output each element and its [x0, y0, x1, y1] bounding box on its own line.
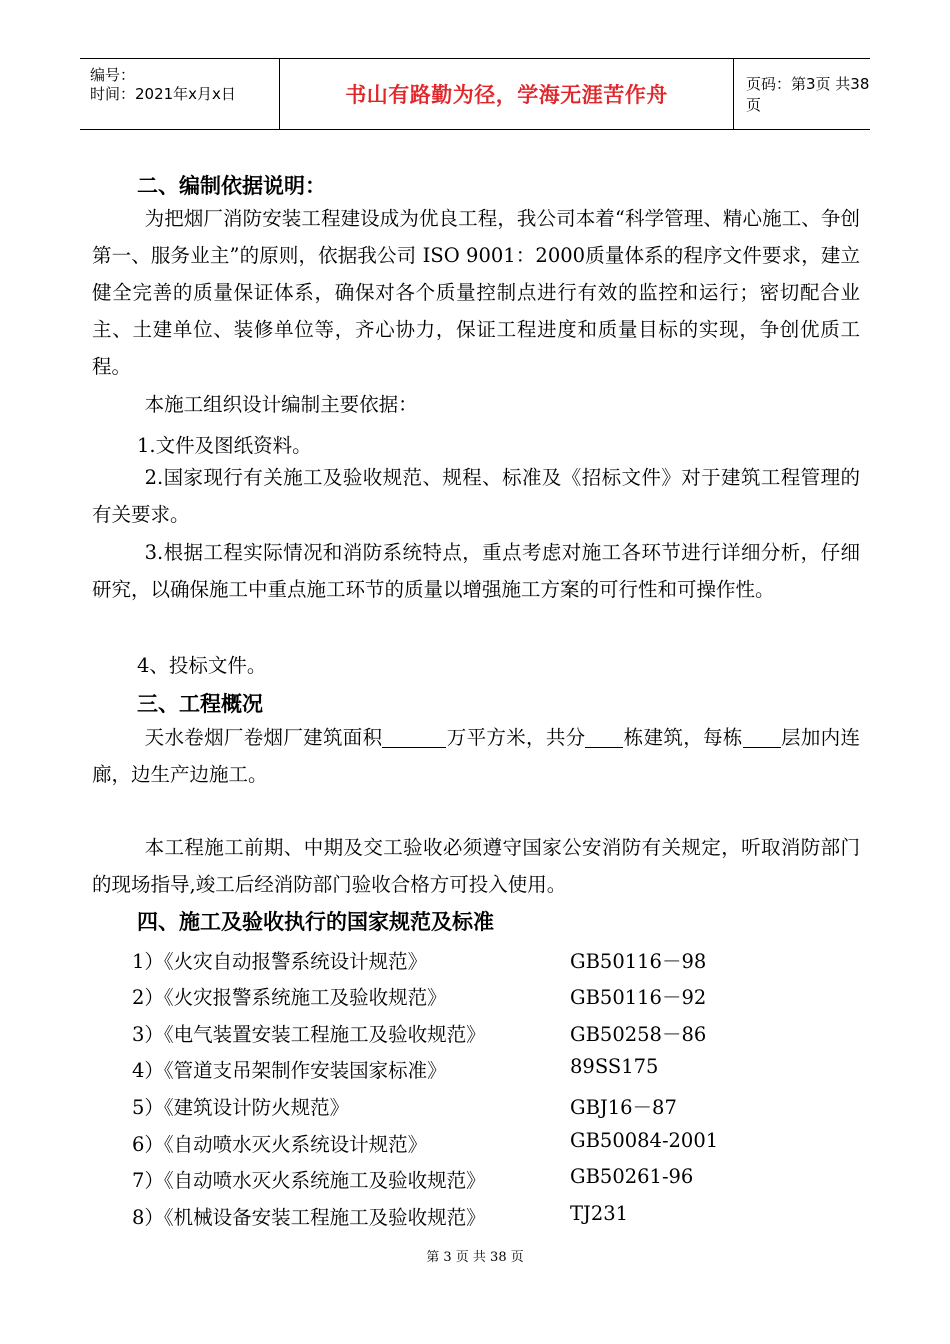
basis-item-3: 3.根据工程实际情况和消防系统特点，重点考虑对施工各环节进行详细分析，仔细研究，以确保施工中重点施工环节的质量以增强施工方案的可行性和可操作性。: [92, 541, 860, 601]
standard-name: 7）《自动喷水灭火系统施工及验收规范》: [132, 1169, 486, 1192]
page-footer: 第 3 页 共 38 页: [426, 1250, 524, 1265]
overview-text-d: 层加内连廊，边生产边施工。: [92, 726, 860, 786]
blank-area: [382, 725, 446, 748]
standard-code: GB50261-96: [570, 1165, 694, 1188]
standard-item: [132, 1202, 832, 1238]
standard-name: 4）《管道支吊架制作安装国家标准》: [132, 1059, 447, 1082]
section3-paragraph2: 本工程施工前期、中期及交工验收必须遵守国家公安消防有关规定，听取消防部门的现场指导,竣工后经消防部门验收合格方可投入使用。: [92, 836, 860, 896]
standard-code: 89SS175: [570, 1055, 659, 1078]
standard-item: [132, 1055, 832, 1091]
standard-name: 2）《火灾报警系统施工及验收规范》: [132, 986, 447, 1009]
motto: 书山有路勤为径，学海无涯苦作舟: [345, 83, 668, 107]
overview-text-a: 天水卷烟厂卷烟厂建筑面积: [144, 726, 383, 749]
section4-title: 四、施工及验收执行的国家规范及标准: [137, 910, 494, 934]
section2-paragraph2: 本施工组织设计编制主要依据：: [144, 393, 418, 416]
basis-item-2: 2.国家现行有关施工及验收规范、规程、标准及《招标文件》对于建筑工程管理的有关要求。: [92, 466, 860, 526]
section2-title: 二、编制依据说明：: [137, 174, 326, 198]
time-label: 时间：2021年x月x日: [90, 85, 236, 103]
overview-text-b: 万平方米，共分: [446, 726, 586, 749]
standard-item: [132, 1019, 832, 1055]
header-page-cell: [734, 59, 870, 129]
standard-name: 3）《电气装置安装工程施工及验收规范》: [132, 1023, 486, 1046]
standard-item: [132, 1165, 832, 1201]
overview-text-c: 栋建筑，每栋: [623, 726, 743, 749]
standard-code: GB50116－92: [570, 986, 707, 1009]
standard-name: 1）《火灾自动报警系统设计规范》: [132, 950, 428, 973]
section2-paragraph1: 为把烟厂消防安装工程建设成为优良工程，我公司本着“科学管理、精心施工、争创第一、服务业主”的原则，依据我公司 ISO 9001：2000质量体系的程序文件要求，建立健全完善的质量保证体系，确保对各个质量控制点进行有效的监控和运行；密切配合业主、土建单位、装修单位等，齐心协力，保证工程进度和质量目标的实现，争创优质工程。: [92, 207, 860, 378]
standard-item: [132, 982, 832, 1018]
standard-code: GB50116－98: [570, 950, 707, 973]
page-header: [80, 58, 870, 130]
header-motto-cell: [280, 59, 734, 129]
blank-buildings: [585, 725, 623, 748]
standard-name: 8）《机械设备安装工程施工及验收规范》: [132, 1206, 486, 1229]
standard-item: [132, 1129, 832, 1165]
section3-paragraph1: [92, 719, 860, 793]
standard-name: 5）《建筑设计防火规范》: [132, 1096, 350, 1119]
standard-item: [132, 1092, 832, 1128]
page-info: 页码：第3页 共38页: [746, 75, 870, 114]
standard-code: GB50258－86: [570, 1023, 707, 1046]
standard-code: TJ231: [570, 1202, 629, 1225]
serial-label: 编号：: [90, 66, 136, 84]
standard-item: [132, 946, 832, 982]
basis-item-1: 1.文件及图纸资料。: [137, 434, 312, 457]
header-meta-cell: [80, 59, 280, 129]
standard-code: GB50084-2001: [570, 1129, 719, 1152]
basis-item-4: 4、投标文件。: [137, 654, 267, 677]
standard-name: 6）《自动喷水灭火系统设计规范》: [132, 1133, 428, 1156]
standard-code: GBJ16－87: [570, 1096, 677, 1119]
section3-title: 三、工程概况: [137, 692, 263, 716]
blank-floors: [743, 725, 781, 748]
